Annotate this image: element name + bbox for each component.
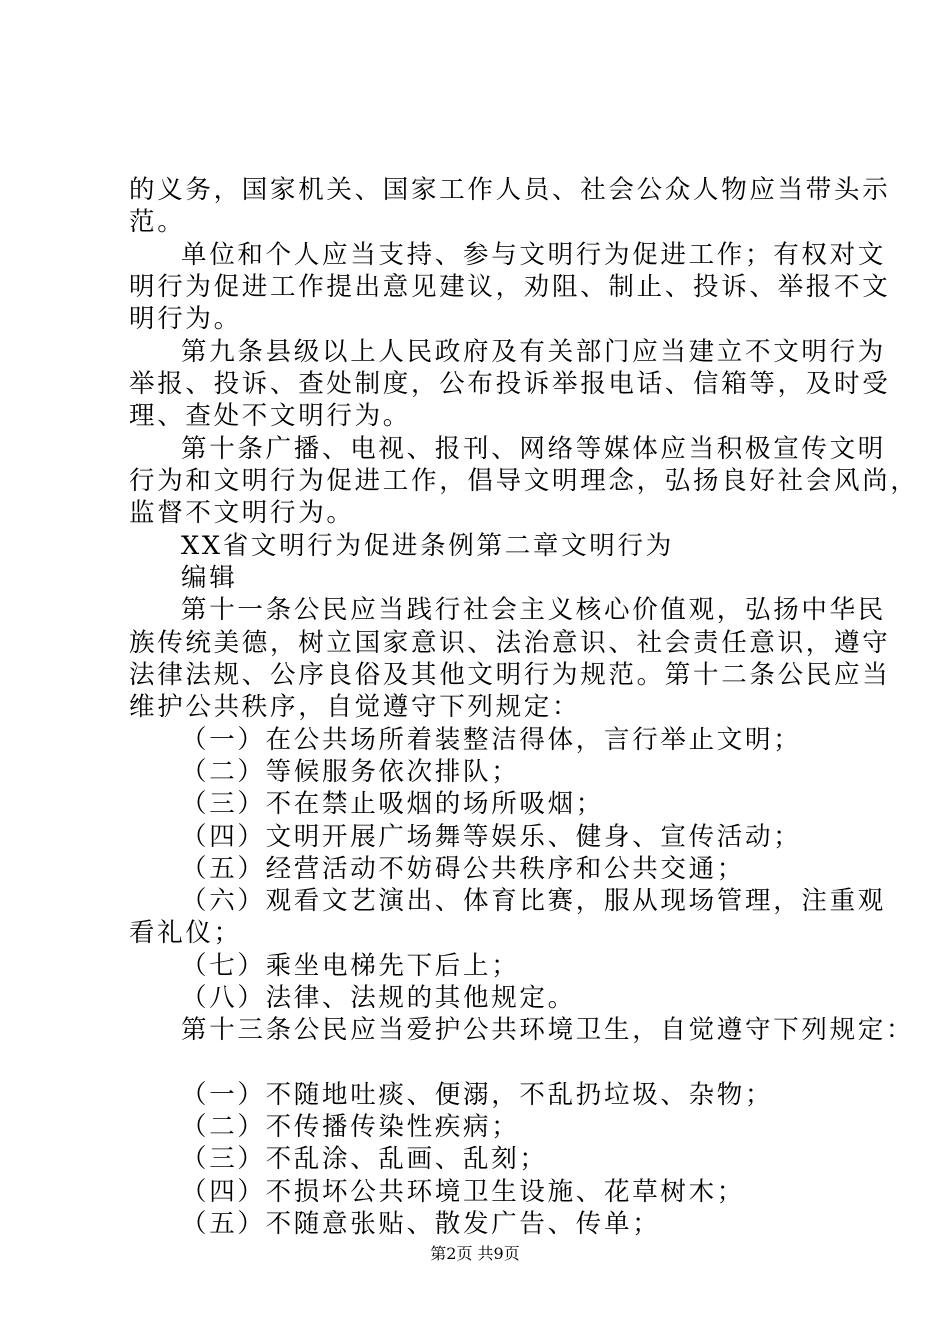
text-line: 第十条广播、电视、报刊、网络等媒体应当积极宣传文明 [181,434,887,464]
text-line: （一）不随地吐痰、便溺，不乱扔垃圾、杂物； [181,1080,774,1110]
text-line: 第九条县级以上人民政府及有关部门应当建立不文明行为 [181,337,887,367]
text-line: （二）不传播传染性疾病； [181,1112,520,1142]
text-line: 明行为。 [129,304,242,334]
text-line: （二）等候服务依次排队； [181,757,520,787]
text-line: 看礼仪； [129,918,242,948]
text-line: （四）不损坏公共环境卫生设施、花草树木； [181,1177,746,1207]
text-line: 行为和文明行为促进工作，倡导文明理念，弘扬良好社会风尚， [129,466,919,496]
text-line: （四）文明开展广场舞等娱乐、健身、宣传活动； [181,822,802,852]
text-line: （七）乘坐电梯先下后上； [181,951,520,981]
text-line: 维护公共秩序，自觉遵守下列规定： [129,692,581,722]
text-line: 第十三条公民应当爱护公共环境卫生，自觉遵守下列规定： [181,1015,915,1045]
text-line: 编辑 [181,563,238,593]
text-line: 单位和个人应当支持、参与文明行为促进工作；有权对文 [181,240,887,270]
text-line: 族传统美德，树立国家意识、法治意识、社会责任意识，遵守 [129,628,891,658]
text-line: （一）在公共场所着装整洁得体，言行举止文明； [181,725,802,755]
text-line: 理、查处不文明行为。 [129,401,412,431]
text-line: （八）法律、法规的其他规定。 [181,983,576,1013]
text-line: 法律法规、公序良俗及其他文明行为规范。第十二条公民应当 [129,660,891,690]
text-line: 的义务，国家机关、国家工作人员、社会公众人物应当带头示 [129,175,891,205]
text-line: 明行为促进工作提出意见建议，劝阻、制止、投诉、举报不文 [129,272,891,302]
text-line: 举报、投诉、查处制度，公布投诉举报电话、信箱等，及时受 [129,369,891,399]
text-line: （五）不随意张贴、散发广告、传单； [181,1209,661,1239]
text-line: （五）经营活动不妨碍公共秩序和公共交通； [181,854,746,884]
page-number-footer: 第2页 共9页 [430,1244,520,1263]
text-line: 监督不文明行为。 [129,498,355,528]
text-line: （六）观看文艺演出、体育比赛，服从现场管理，注重观 [181,886,887,916]
text-line: （三）不乱涂、乱画、乱刻； [181,1144,548,1174]
text-line: 第十一条公民应当践行社会主义核心价值观，弘扬中华民 [181,595,887,625]
text-line: 范。 [129,207,186,237]
text-line: XX省文明行为促进条例第二章文明行为 [181,531,674,561]
text-line: （三）不在禁止吸烟的场所吸烟； [181,789,605,819]
